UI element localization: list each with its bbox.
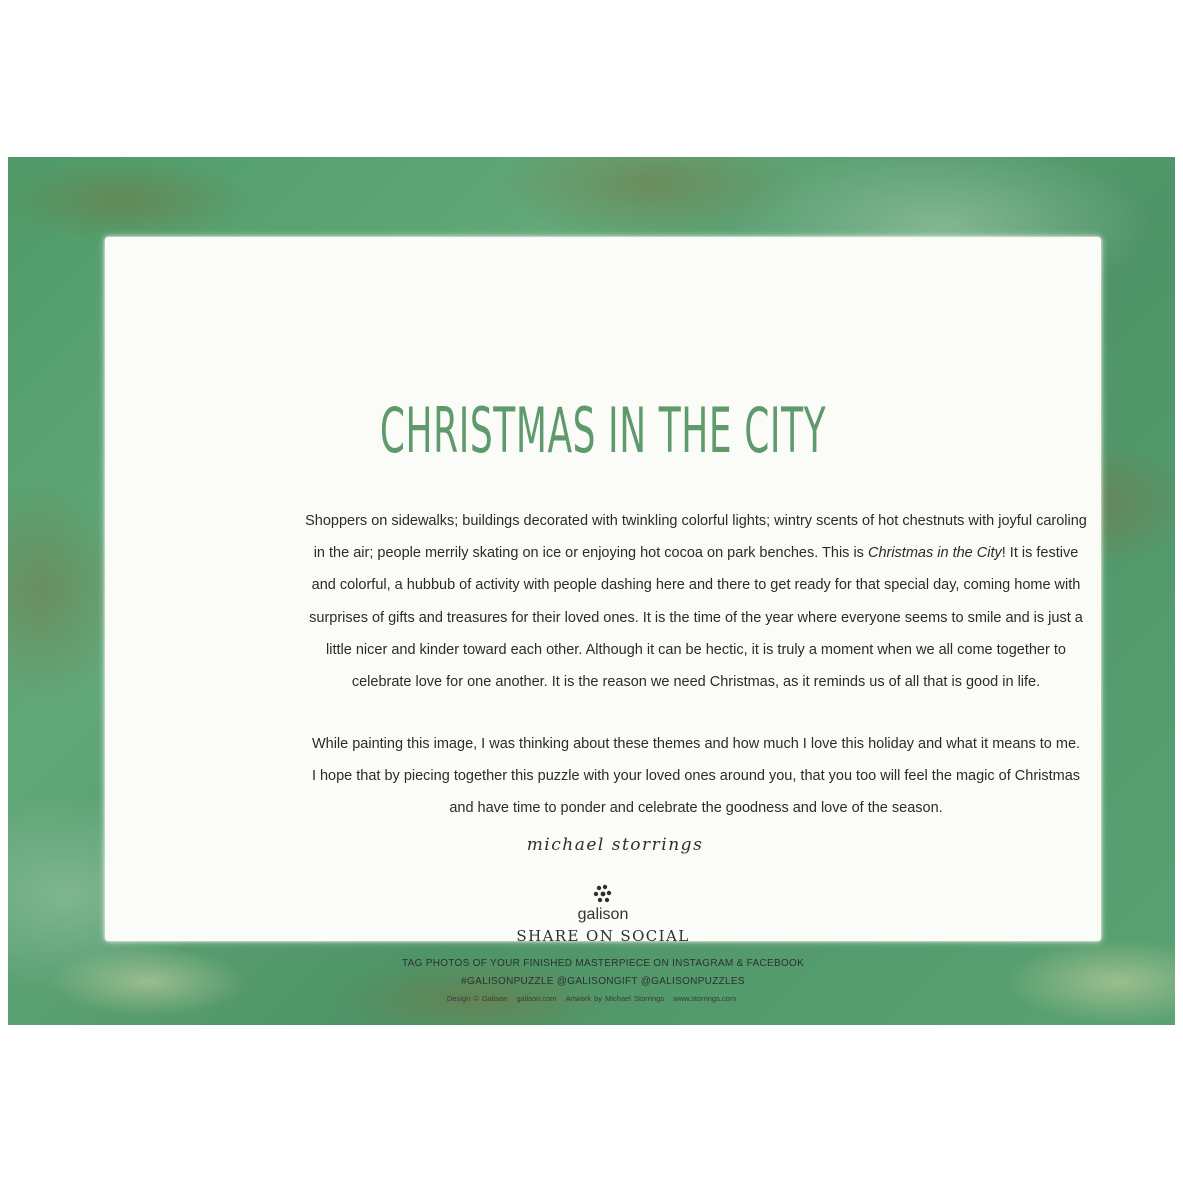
page-title: CHRISTMAS IN THE CITY [379, 394, 827, 467]
paragraph-text: in the air; people merrily skating on ice or enjoying hot cocoa on park benches. This is [313, 545, 868, 562]
storrings-website: www.storrings.com [673, 994, 737, 1003]
artist-signature: michael storrings [526, 835, 704, 855]
design-credit: Design © Galison [446, 994, 508, 1003]
paragraph-line [240, 537, 1152, 569]
artwork-credit: Artwork by Michael Storrings [565, 994, 665, 1003]
galison-logo [105, 884, 1101, 924]
credits-line [8, 994, 1175, 1003]
intro-paragraph [240, 505, 1152, 698]
paragraph-line: celebrate love for one another. It is the reason we need Christmas, as it reminds us of all that is good in life. [351, 674, 1041, 691]
paragraph-line: and have time to ponder and celebrate the goodness and love of the season. [449, 800, 943, 817]
text-panel [105, 237, 1101, 987]
paragraph-line: Shoppers on sidewalks; buildings decorated with twinkling colorful lights; wintry scents of hot chestnuts with joyful caroling [305, 513, 1087, 529]
puzzle-insert-card [8, 157, 1175, 1025]
paragraph-line: While painting this image, I was thinking about these themes and how much I love this holiday and what it means to me. [311, 736, 1081, 752]
paragraph-line: little nicer and kinder toward each other. Although it can be hectic, it is truly a moment when we all come together to [326, 641, 1066, 658]
share-heading: SHARE ON SOCIAL [516, 927, 690, 945]
galison-wordmark: galison [577, 906, 629, 923]
artist-paragraph [240, 728, 1152, 825]
paragraph-line: I hope that by piecing together this puzzle with your loved ones around you, that you too will feel the magic of Christmas [311, 768, 1081, 785]
share-instructions: TAG PHOTOS OF YOUR FINISHED MASTERPIECE ON INSTAGRAM & FACEBOOK [401, 958, 805, 969]
paragraph-line: surprises of gifts and treasures for their loved ones. It is the time of the year where everyone seems to smile and is just a [309, 609, 1083, 626]
galison-dots-logo-icon [592, 884, 614, 906]
paragraph-text: ! It is festive [1001, 545, 1079, 562]
italic-title-text: Christmas in the City [867, 545, 1002, 562]
paragraph-line: and colorful, a hubbub of activity with people dashing here and there to get ready for that special day, coming home with [311, 577, 1081, 594]
share-hashtags: #GALISONPUZZLE @GALISONGIFT @GALISONPUZZLES [461, 976, 745, 987]
galison-website: galison.com [516, 994, 557, 1003]
